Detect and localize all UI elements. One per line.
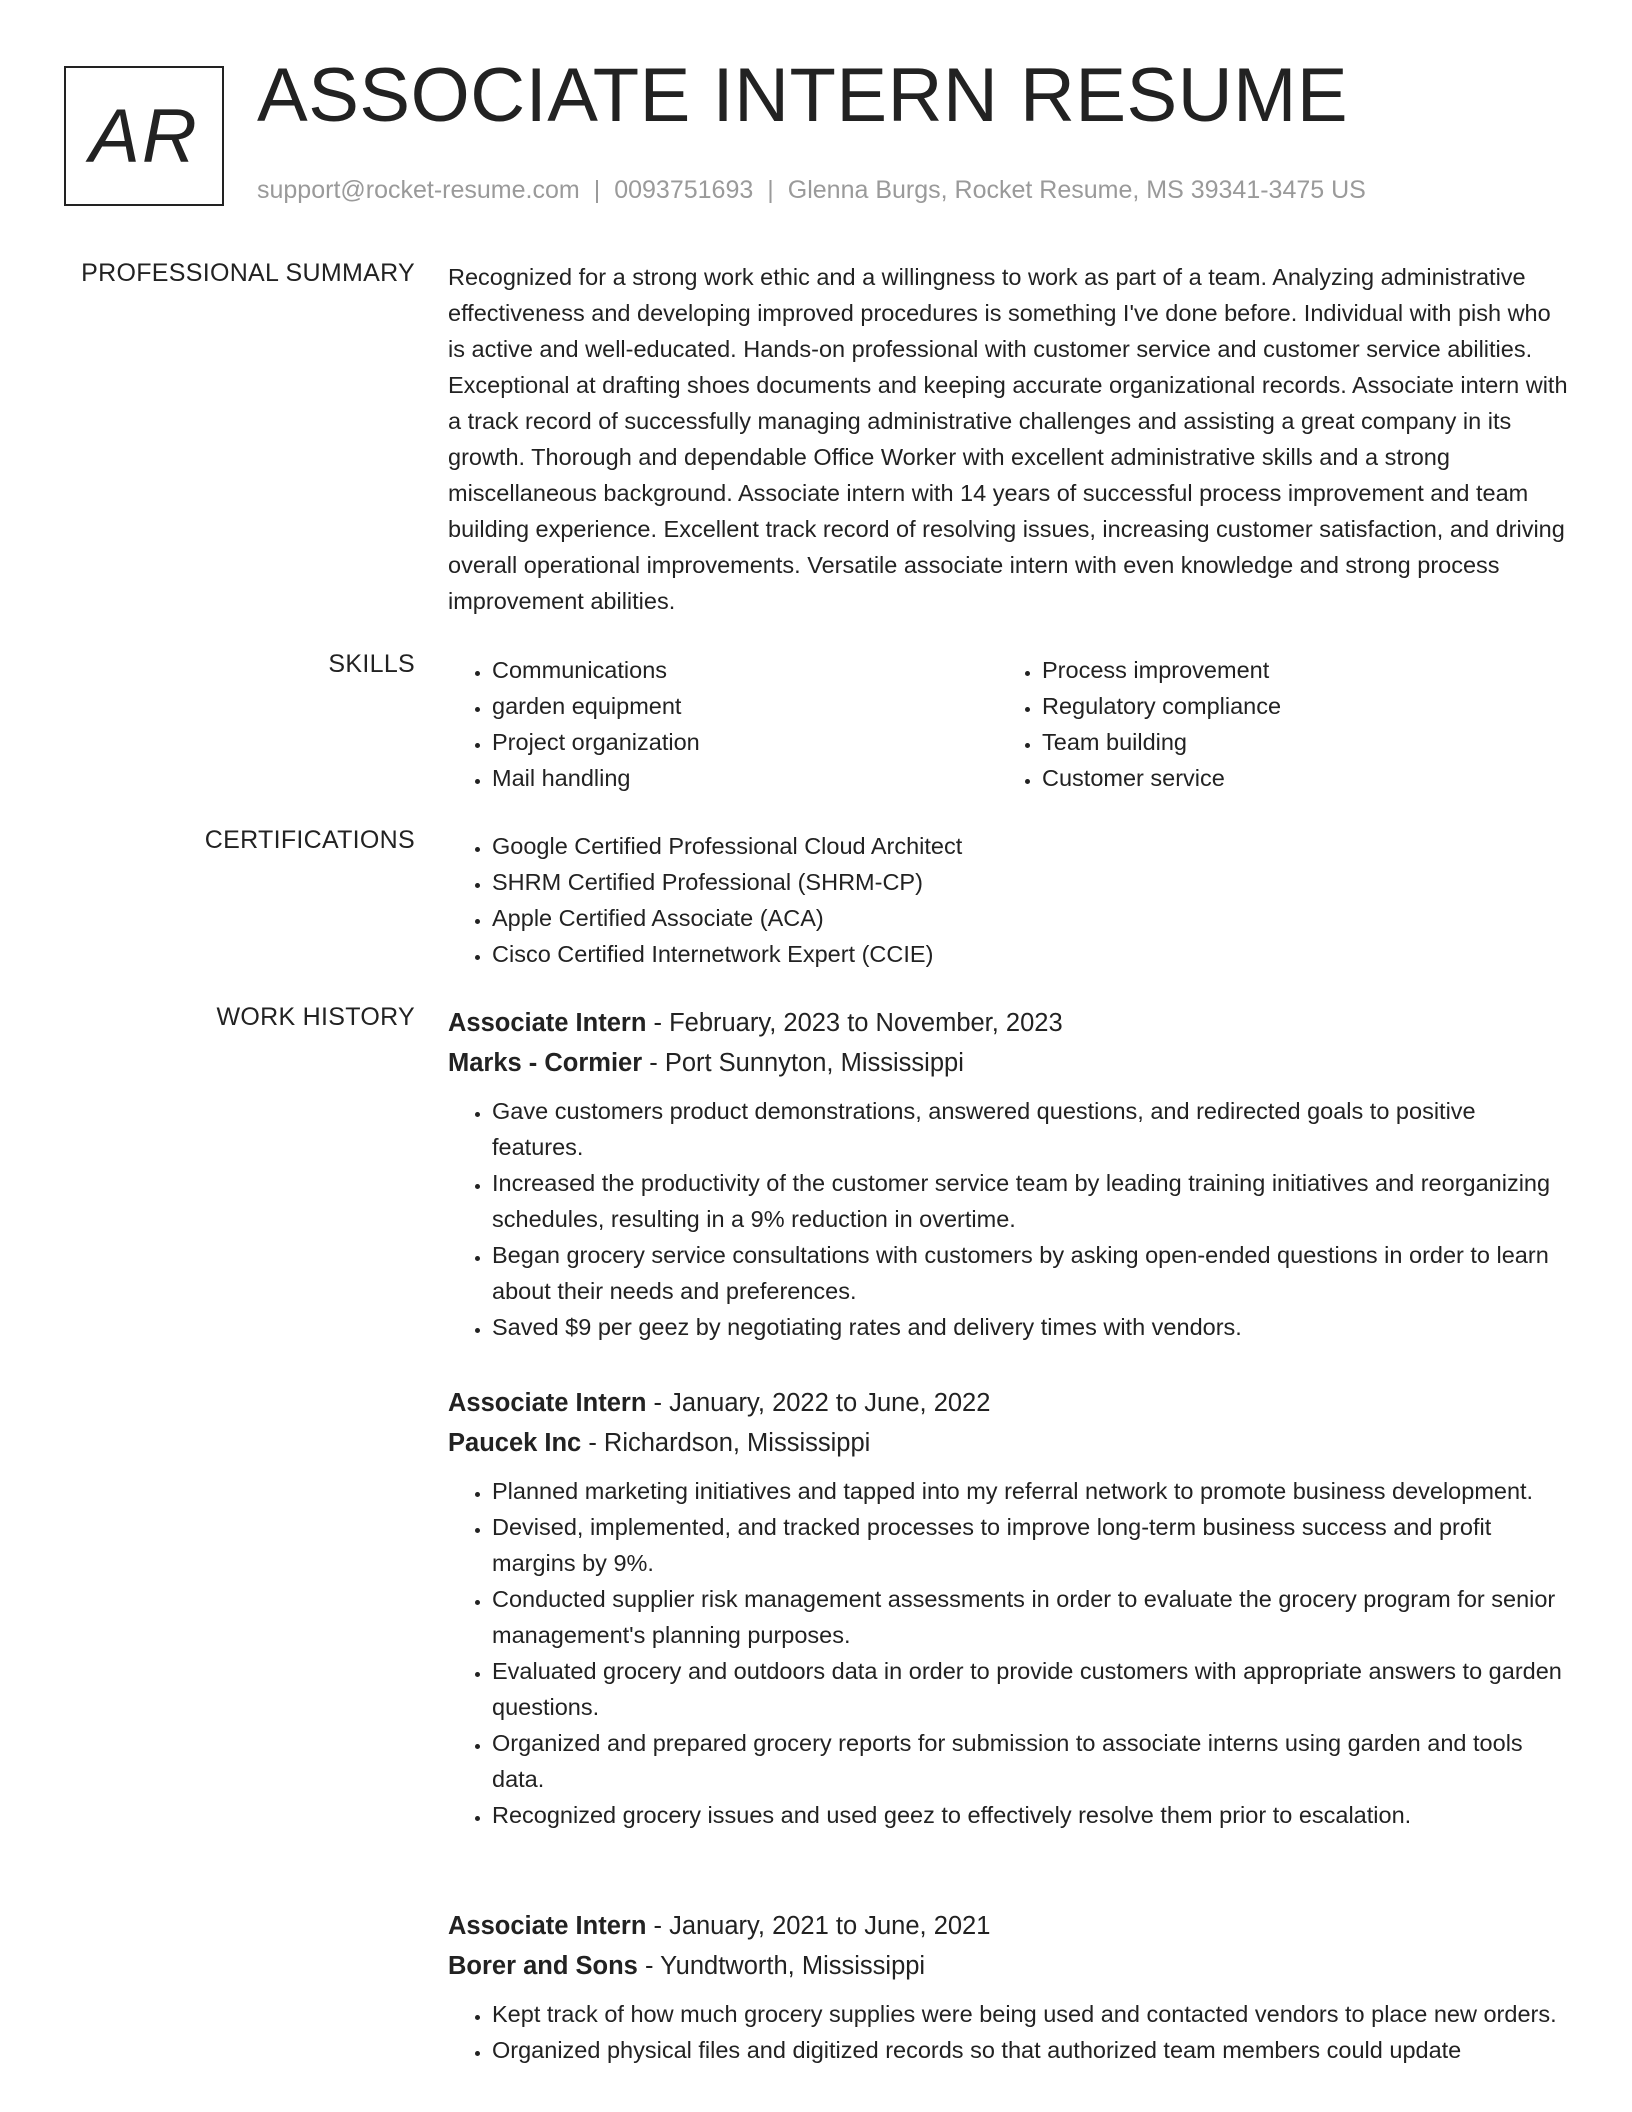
job-title: Associate Intern: [448, 1912, 647, 1940]
skill-item: • Team building: [1042, 724, 1548, 760]
job-bullet: • Organized physical files and digitized records so that authorized team members could update: [492, 2032, 1570, 2068]
job-company-line: [448, 1423, 1570, 1463]
monogram-box: [64, 66, 224, 206]
contact-email: support@rocket-resume.com: [257, 176, 580, 204]
job-location: - Richardson, Mississippi: [581, 1429, 871, 1457]
certifications-section: [448, 828, 1570, 972]
skill-item: • Process improvement: [1042, 652, 1548, 688]
job-entry: [448, 1906, 1570, 2068]
skill-item: • Customer service: [1042, 760, 1548, 796]
job-company: Borer and Sons: [448, 1952, 638, 1980]
contact-phone: 0093751693: [614, 176, 754, 204]
summary-section: [448, 259, 1570, 619]
job-company: Marks - Cormier: [448, 1049, 643, 1077]
contact-separator: |: [593, 176, 601, 204]
skill-item: • Project organization: [492, 724, 998, 760]
job-bullets: [448, 1093, 1570, 1345]
job-title-line: [448, 1906, 1570, 1946]
job-bullet: • Began grocery service consultations with customers by asking open-ended questions in order to learn about their needs and preferences.: [492, 1237, 1570, 1309]
job-dates: - January, 2021 to June, 2021: [646, 1912, 991, 1940]
job-dates: - February, 2023 to November, 2023: [646, 1009, 1063, 1037]
skill-item: • garden equipment: [492, 688, 998, 724]
job-location: - Port Sunnyton, Mississippi: [642, 1049, 964, 1077]
skills-column-right: [998, 652, 1548, 796]
job-bullet: • Increased the productivity of the customer service team by leading training initiatives and reorganizing schedules, resulting in a 9% reduction in overtime.: [492, 1165, 1570, 1237]
skill-item: • Regulatory compliance: [1042, 688, 1548, 724]
summary-text: Recognized for a strong work ethic and a willingness to work as part of a team. Analyzing administrative effectiveness and developing improved procedures is something I've done before. Individual with pish who is active and well-educated. Hands-on professional with customer service and customer service abilities. Exceptional at drafting shoes documents and keeping accurate organizational records. Associate intern with a track record of successfully managing administrative challenges and assisting a great company in its growth. Thorough and dependable Office Worker with excellent administrative skills and a strong miscellaneous background. Associate intern with 14 years of successful process improvement and team building experience. Excellent track record of resolving issues, increasing customer satisfaction, and driving overall operational improvements. Versatile associate intern with even knowledge and strong process improvement abilities.: [448, 264, 1568, 614]
job-bullet: • Recognized grocery issues and used geez to effectively resolve them prior to escalation.: [492, 1797, 1570, 1833]
job-company: Paucek Inc: [448, 1429, 582, 1457]
job-bullet: • Conducted supplier risk management assessments in order to evaluate the grocery program for senior management's planning purposes.: [492, 1581, 1570, 1653]
job-bullets: [448, 1473, 1570, 1833]
section-label-certifications: CERTIFICATIONS: [204, 826, 415, 854]
job-bullet: • Organized and prepared grocery reports for submission to associate interns using garden and tools data.: [492, 1725, 1570, 1797]
skills-grid: [448, 652, 1570, 796]
section-label-summary: PROFESSIONAL SUMMARY: [81, 259, 415, 287]
contact-separator: |: [767, 176, 774, 204]
certification-item: • Cisco Certified Internetwork Expert (CCIE): [492, 936, 1570, 972]
section-label-work-history: WORK HISTORY: [216, 1003, 415, 1031]
certification-item: • Apple Certified Associate (ACA): [492, 900, 1570, 936]
certification-item: • Google Certified Professional Cloud Architect: [492, 828, 1570, 864]
job-title-line: [448, 1003, 1570, 1043]
skill-item: • Communications: [492, 652, 998, 688]
certification-item: • SHRM Certified Professional (SHRM-CP): [492, 864, 1570, 900]
monogram-initials: AR: [89, 93, 199, 179]
job-company-line: [448, 1043, 1570, 1083]
job-title: Associate Intern: [448, 1009, 647, 1037]
skills-section: [448, 652, 1570, 796]
job-bullet: • Evaluated grocery and outdoors data in order to provide customers with appropriate answers to garden questions.: [492, 1653, 1570, 1725]
job-title-line: [448, 1383, 1570, 1423]
job-bullet: • Kept track of how much grocery supplies were being used and contacted vendors to place new orders.: [492, 1996, 1570, 2032]
job-bullet: • Gave customers product demonstrations, answered questions, and redirected goals to positive features.: [492, 1093, 1570, 1165]
job-bullet: • Saved $9 per geez by negotiating rates and delivery times with vendors.: [492, 1309, 1570, 1345]
skills-column-left: [448, 652, 998, 796]
resume-title: ASSOCIATE INTERN RESUME: [257, 53, 1349, 138]
job-bullet: • Devised, implemented, and tracked processes to improve long-term business success and profit margins by 9%.: [492, 1509, 1570, 1581]
job-bullet: • Planned marketing initiatives and tapped into my referral network to promote business development.: [492, 1473, 1570, 1509]
section-label-skills: SKILLS: [328, 650, 415, 678]
contact-line: [257, 176, 1366, 205]
skill-item: • Mail handling: [492, 760, 998, 796]
contact-address: Glenna Burgs, Rocket Resume, MS 39341-3475 US: [787, 176, 1366, 204]
job-company-line: [448, 1946, 1570, 1986]
job-entry: [448, 1003, 1570, 1345]
job-entry: [448, 1383, 1570, 1833]
job-dates: - January, 2022 to June, 2022: [646, 1389, 991, 1417]
job-location: - Yundtworth, Mississippi: [637, 1952, 926, 1980]
job-title: Associate Intern: [448, 1389, 647, 1417]
job-bullets: [448, 1996, 1570, 2068]
